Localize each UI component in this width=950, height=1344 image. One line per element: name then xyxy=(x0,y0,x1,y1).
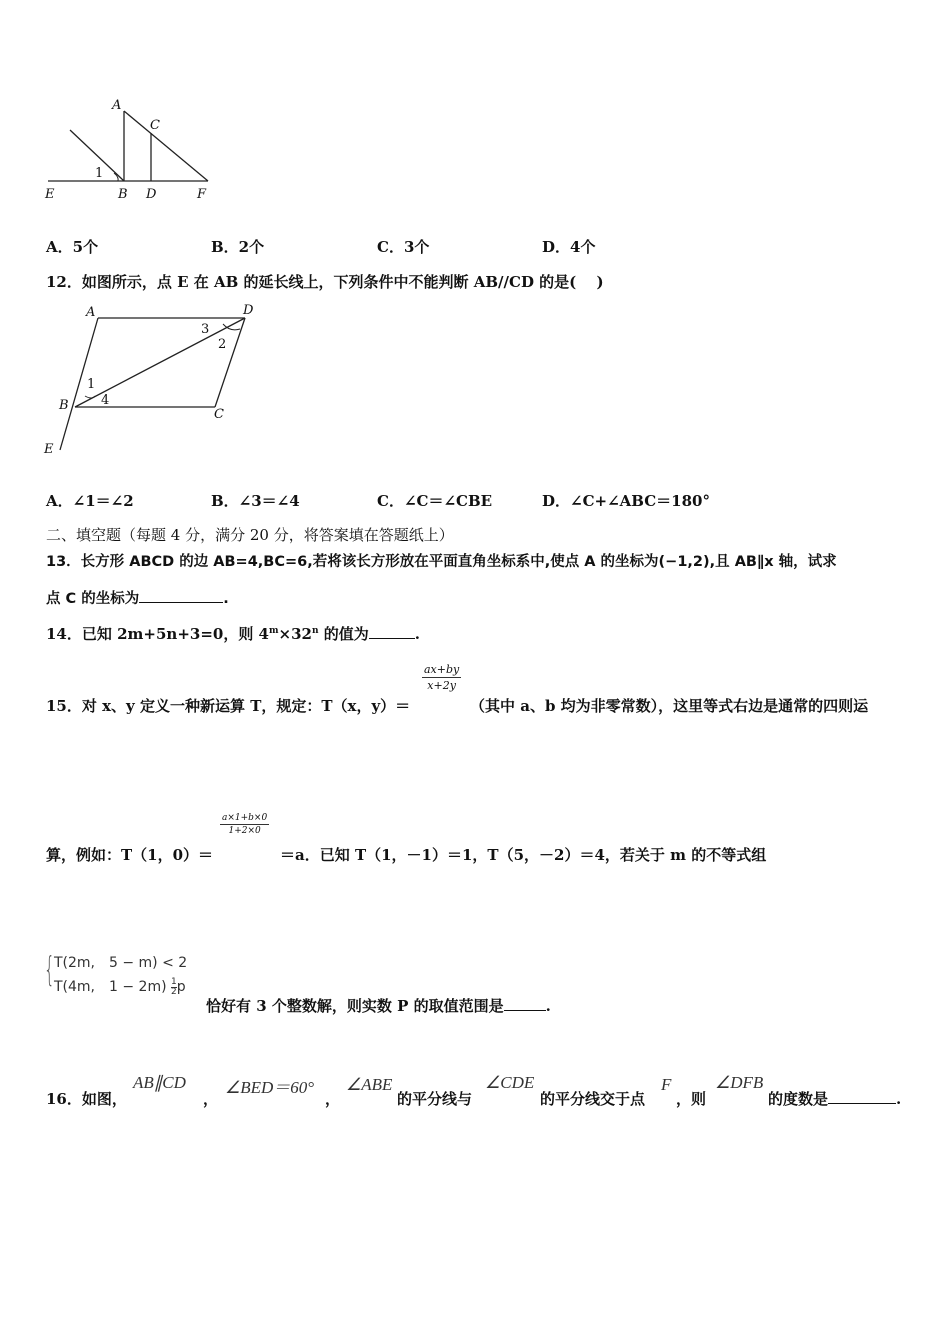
q13-line2-end: . xyxy=(223,591,229,607)
q15-system-frac-den: 2 xyxy=(171,986,177,997)
q15-frac2-num: a×1+b×0 xyxy=(222,813,268,823)
q16-math-angle-bed: ∠BED＝60° xyxy=(225,1078,315,1097)
q16-pre: 16．如图， xyxy=(46,1090,127,1108)
fig1-label-e: E xyxy=(45,187,55,202)
q11-option-d: D．4个 xyxy=(542,238,596,256)
q14-end: . xyxy=(414,625,420,643)
q12-option-c: C．∠C＝∠CBE xyxy=(377,492,493,510)
q16-text-bisector-2: 的平分线交于点 xyxy=(540,1090,646,1108)
q14-times: ×32 xyxy=(278,625,312,643)
q15-line3-text: 恰好有 3 个整数解，则实数 P 的取值范围是 xyxy=(206,997,504,1015)
q14-line xyxy=(46,623,420,644)
figure-q11 xyxy=(40,95,220,205)
q15-line2-pre: 算，例如：T（1，0）＝ xyxy=(46,846,214,864)
q14-text-post: 的值为 xyxy=(318,625,369,643)
q12-option-a: A．∠1＝∠2 xyxy=(46,492,134,510)
q14-sup-n: n xyxy=(311,626,319,636)
q13-answer-blank[interactable] xyxy=(139,588,223,603)
q16-end: . xyxy=(896,1090,902,1108)
fig2-label-angle2: 2 xyxy=(218,337,227,352)
q15-frac1-num: ax+by xyxy=(424,663,460,676)
q16-math-angle-cde: ∠CDE xyxy=(485,1073,535,1092)
fig2-label-angle4: 4 xyxy=(101,393,110,408)
fig1-label-c: C xyxy=(150,118,160,133)
figure-q12 xyxy=(40,298,270,458)
fig2-label-a: A xyxy=(86,305,96,320)
section-title: 二、填空题（每题 4 分，满分 20 分，将答案填在答题纸上） xyxy=(46,526,454,544)
q14-answer-blank[interactable] xyxy=(369,624,415,639)
q16-math-ab-parallel-cd: AB∥CD xyxy=(133,1073,186,1092)
fig1-label-f: F xyxy=(197,187,207,202)
q11-option-c: C．3个 xyxy=(377,238,430,256)
q16-text-degree: 的度数是 xyxy=(768,1090,829,1108)
fig2-label-angle3: 3 xyxy=(201,322,210,337)
q16-math-angle-dfb: ∠DFB xyxy=(715,1073,764,1092)
q15-system-row2-p: p xyxy=(176,979,186,995)
q15-system-frac-num: 1 xyxy=(171,976,177,987)
q16-math-angle-abe: ∠ABE xyxy=(346,1075,393,1094)
q16-line-end xyxy=(768,1088,901,1109)
q11-option-b: B．2个 xyxy=(211,238,265,256)
q15-fraction-2 xyxy=(220,813,269,836)
fig2-label-d: D xyxy=(243,303,254,318)
q12-option-b: B．∠3＝∠4 xyxy=(211,492,300,510)
q14-text-pre: 14．已知 2m+5n+3=0，则 4 xyxy=(46,625,269,643)
q15-system-row1: T(2m, 5 − m) < 2 xyxy=(54,955,188,971)
fig2-label-c: C xyxy=(214,407,224,422)
q11-option-a: A．5个 xyxy=(46,238,99,256)
q16-text-bisector-1: 的平分线与 xyxy=(397,1090,473,1108)
q12-number: 12． xyxy=(46,273,82,291)
q16-text-then: ，则 xyxy=(676,1090,707,1108)
fig1-label-d: D xyxy=(146,187,157,202)
q15-frac2-den: 1+2×0 xyxy=(228,826,261,836)
q15-system-row2 xyxy=(54,976,186,997)
fig2-label-angle1: 1 xyxy=(87,377,96,392)
q13-line1: 13．长方形 ABCD 的边 AB=4,BC=6,若将该长方形放在平面直角坐标系中,使点 A 的坐标为(−1,2),且 AB∥x 轴，试求 xyxy=(46,554,837,570)
q15-line3 xyxy=(206,995,551,1016)
q12-text: 如图所示，点 E 在 AB 的延长线上，下列条件中不能判断 AB//CD 的是( ) xyxy=(81,273,604,291)
fig2-label-e: E xyxy=(44,442,54,457)
fig2-label-b: B xyxy=(59,398,69,413)
fig1-label-angle1: 1 xyxy=(95,166,104,181)
q15-line3-end: . xyxy=(545,997,551,1015)
q15-frac1-den: x+2y xyxy=(427,679,456,692)
q13-line2 xyxy=(46,587,229,608)
fig1-label-b: B xyxy=(118,187,128,202)
q14-sup-m: m xyxy=(269,626,279,636)
q15-line1-pre: 15．对 x、y 定义一种新运算 T，规定：T（x，y）＝ xyxy=(46,697,411,715)
q16-comma-2: ， xyxy=(325,1090,341,1108)
q16-answer-blank[interactable] xyxy=(828,1089,896,1104)
q16-comma-1: ， xyxy=(203,1090,219,1108)
fig1-label-a: A xyxy=(112,98,122,113)
q15-system-row2-text: T(4m, 1 − 2m) xyxy=(54,979,172,995)
q15-answer-blank[interactable] xyxy=(504,996,546,1011)
q13-line2-text: 点 C 的坐标为 xyxy=(46,591,140,607)
q15-line2-post: ＝a．已知 T（1，－1）＝1，T（5，－2）＝4，若关于 m 的不等式组 xyxy=(280,846,767,864)
q12-option-d: D．∠C+∠ABC＝180° xyxy=(542,492,710,510)
q15-line1-post: （其中 a、b 均为非零常数），这里等式右边是通常的四则运 xyxy=(470,697,869,715)
q16-math-point-f: F xyxy=(661,1075,672,1094)
q15-fraction-1 xyxy=(422,663,461,692)
q12-question xyxy=(46,271,604,292)
